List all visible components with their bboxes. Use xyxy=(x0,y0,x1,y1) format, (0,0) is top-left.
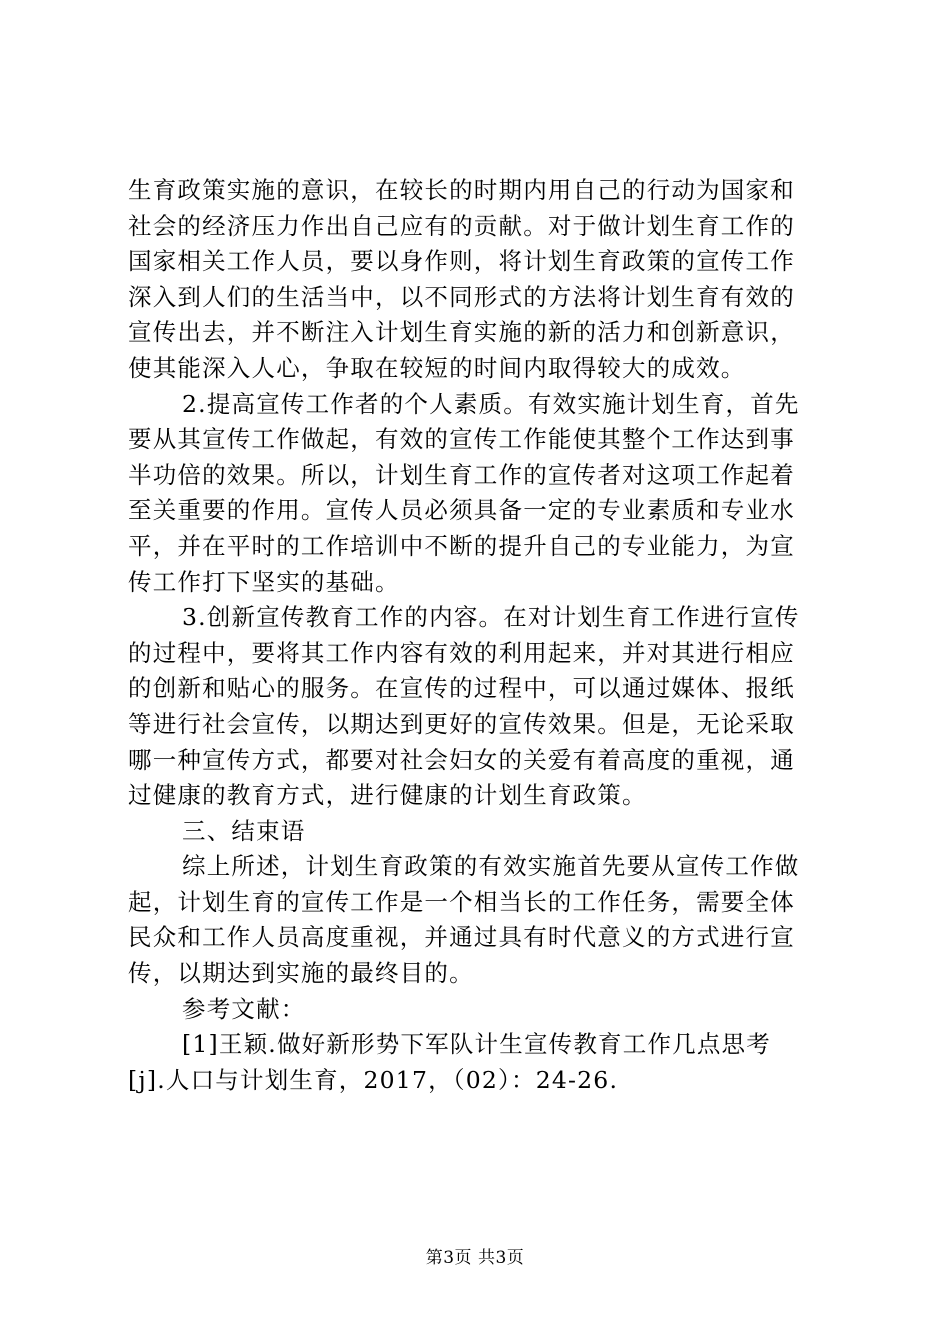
text-line: 深入到人们的生活当中，以不同形式的方法将计划生育有效的 xyxy=(128,282,795,311)
text-line: 要从其宣传工作做起，有效的宣传工作能使其整个工作达到事 xyxy=(128,425,795,454)
text-line: 传，以期达到实施的最终目的。 xyxy=(128,959,474,988)
text-line: 至关重要的作用。宣传人员必须具备一定的专业素质和专业水 xyxy=(128,496,795,525)
text-line: 社会的经济压力作出自己应有的贡献。对于做计划生育工作的 xyxy=(128,211,795,240)
text-line: [1]王颖.做好新形势下军队计生宣传教育工作几点思考 xyxy=(182,1030,771,1059)
text-line: 的过程中，要将其工作内容有效的利用起来，并对其进行相应 xyxy=(128,638,795,667)
text-line: 过健康的教育方式，进行健康的计划生育政策。 xyxy=(128,781,647,810)
text-line: 3.创新宣传教育工作的内容。在对计划生育工作进行宣传 xyxy=(182,603,800,632)
text-line: 2.提高宣传工作者的个人素质。有效实施计划生育，首先 xyxy=(182,389,800,418)
text-line: 传工作打下坚实的基础。 xyxy=(128,567,400,596)
document-body xyxy=(128,173,836,1098)
text-line: 生育政策实施的意识，在较长的时期内用自己的行动为国家和 xyxy=(128,176,795,204)
text-line: 三、结束语 xyxy=(182,816,306,845)
text-line: 的创新和贴心的服务。在宣传的过程中，可以通过媒体、报纸 xyxy=(128,674,795,703)
text-line: 综上所述，计划生育政策的有效实施首先要从宣传工作做 xyxy=(182,852,800,881)
text-line: 起，计划生育的宣传工作是一个相当长的工作任务，需要全体 xyxy=(128,887,795,916)
text-line: 半功倍的效果。所以，计划生育工作的宣传者对这项工作起着 xyxy=(128,460,795,489)
text-line: 参考文献： xyxy=(182,994,306,1023)
page-footer: 第3页 共3页 xyxy=(425,1248,525,1268)
text-line: [j].人口与计划生育，2017，（02）：24-26. xyxy=(128,1065,619,1094)
text-line: 民众和工作人员高度重视，并通过具有时代意义的方式进行宣 xyxy=(128,923,795,952)
text-line: 哪一种宣传方式，都要对社会妇女的关爱有着高度的重视，通 xyxy=(128,745,795,774)
text-line: 宣传出去，并不断注入计划生育实施的新的活力和创新意识， xyxy=(128,318,795,347)
text-line: 使其能深入人心，争取在较短的时间内取得较大的成效。 xyxy=(128,353,746,382)
text-line: 平，并在平时的工作培训中不断的提升自己的专业能力，为宣 xyxy=(128,531,795,560)
text-line: 等进行社会宣传，以期达到更好的宣传效果。但是，无论采取 xyxy=(128,709,795,738)
text-line: 国家相关工作人员，要以身作则，将计划生育政策的宣传工作 xyxy=(128,247,795,276)
